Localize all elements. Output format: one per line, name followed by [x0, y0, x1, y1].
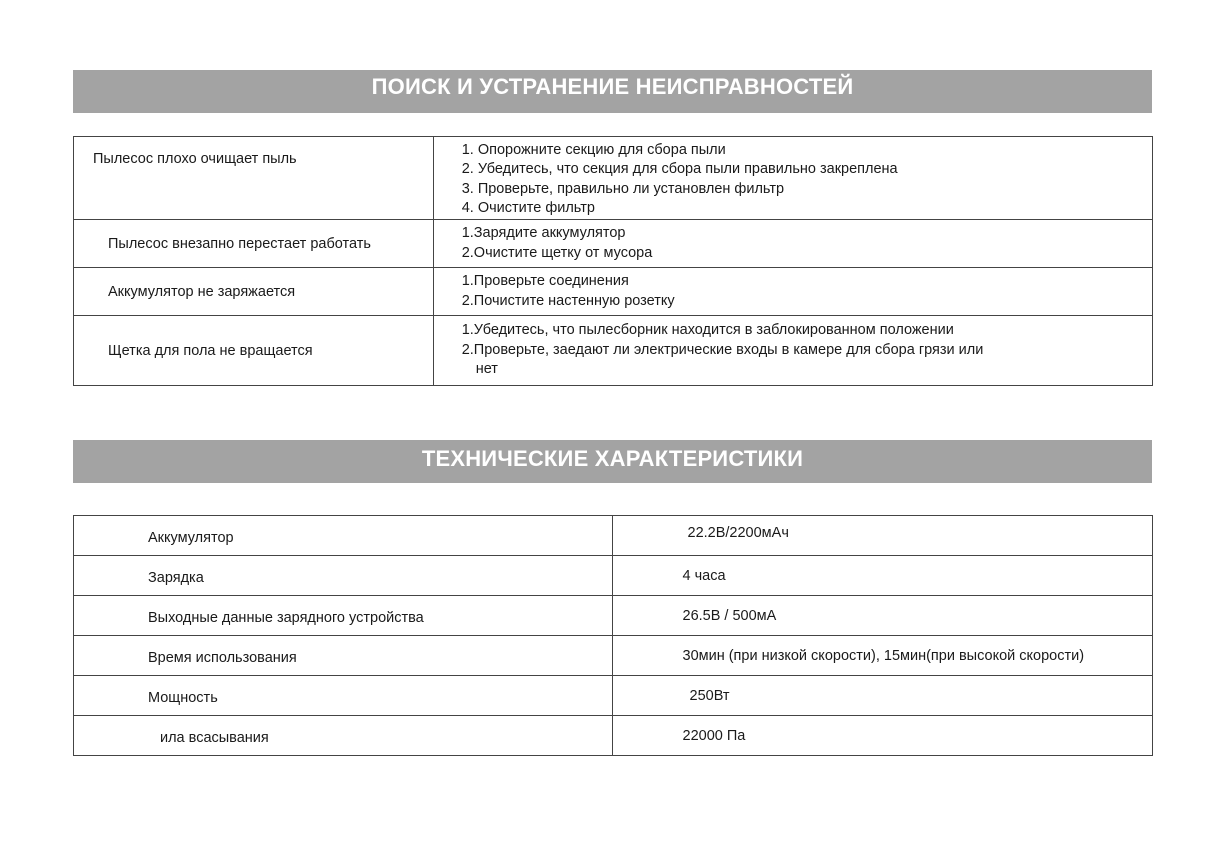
spec-label-cell	[74, 716, 613, 756]
spec-value: 250Вт	[689, 687, 730, 704]
solution-step: 3. Проверьте, правильно ли установлен фильтр	[461, 180, 785, 197]
spec-value: 4 часа	[682, 567, 726, 584]
problem-text: Пылесос плохо очищает пыль	[93, 151, 297, 167]
table-row	[74, 636, 1153, 676]
spec-value-cell	[612, 556, 1153, 596]
solution-step: 2.Проверьте, заедают ли электрические входы в камере для сбора грязи или	[461, 341, 984, 358]
spec-label: ила всасывания	[160, 729, 269, 746]
spec-value: 26.5В / 500мА	[682, 607, 777, 624]
spec-label: Мощность	[148, 689, 218, 706]
solution-step: 1.Зарядите аккумулятор	[461, 225, 626, 241]
spec-label: Аккумулятор	[148, 529, 234, 546]
table-row	[74, 596, 1153, 636]
table-row	[74, 516, 1153, 556]
solution-step: 1.Проверьте соединения	[461, 273, 629, 289]
spec-value: 22000 Па	[682, 727, 746, 744]
problem-cell	[74, 316, 434, 386]
table-row	[74, 556, 1153, 596]
spec-value-cell	[612, 716, 1153, 756]
spec-value-cell	[612, 636, 1153, 676]
troubleshooting-title: ПОИСК И УСТРАНЕНИЕ НЕИСПРАВНОСТЕЙ	[73, 70, 1152, 113]
spec-label: Зарядка	[148, 569, 204, 586]
spec-value-cell	[612, 596, 1153, 636]
solution-step: 4. Очистите фильтр	[461, 200, 595, 216]
table-row	[74, 220, 1153, 268]
table-row	[74, 316, 1153, 386]
problem-cell	[74, 268, 434, 316]
solution-step: 1.Убедитесь, что пылесборник находится в заблокированном положении	[461, 322, 954, 339]
spec-label-cell	[74, 556, 613, 596]
spec-value-cell	[612, 516, 1153, 556]
spec-value: 22.2В/2200мАч	[687, 524, 789, 541]
solution-cell	[433, 137, 1152, 220]
spec-value-cell	[612, 676, 1153, 716]
problem-cell	[74, 220, 434, 268]
spec-label-cell	[74, 676, 613, 716]
table-row	[74, 137, 1153, 220]
specifications-title: ТЕХНИЧЕСКИЕ ХАРАКТЕРИСТИКИ	[73, 440, 1152, 483]
solution-step: 1. Опорожните секцию для сбора пыли	[461, 141, 726, 158]
problem-text: Щетка для пола не вращается	[108, 342, 313, 359]
spec-label-cell	[74, 636, 613, 676]
solution-step-continuation: нет	[475, 361, 498, 378]
spec-label: Время использования	[148, 649, 297, 666]
problem-text: Аккумулятор не заряжается	[108, 283, 296, 300]
problem-cell	[74, 137, 434, 220]
spec-value: 30мин (при низкой скорости), 15мин(при высокой скорости)	[682, 647, 1085, 664]
spec-label: Выходные данные зарядного устройства	[148, 609, 424, 626]
table-row	[74, 676, 1153, 716]
solution-cell	[433, 268, 1152, 316]
troubleshooting-table	[73, 136, 1153, 386]
solution-step: 2. Убедитесь, что секция для сбора пыли правильно закреплена	[461, 161, 898, 177]
solution-step: 2.Почистите настенную розетку	[461, 292, 675, 309]
solution-step: 2.Очистите щетку от мусора	[461, 244, 653, 261]
spec-label-cell	[74, 516, 613, 556]
specifications-table	[73, 515, 1153, 756]
table-row	[74, 716, 1153, 756]
spec-label-cell	[74, 596, 613, 636]
table-row	[74, 268, 1153, 316]
problem-text: Пылесос внезапно перестает работать	[108, 235, 371, 252]
solution-cell	[433, 316, 1152, 386]
solution-cell	[433, 220, 1152, 268]
